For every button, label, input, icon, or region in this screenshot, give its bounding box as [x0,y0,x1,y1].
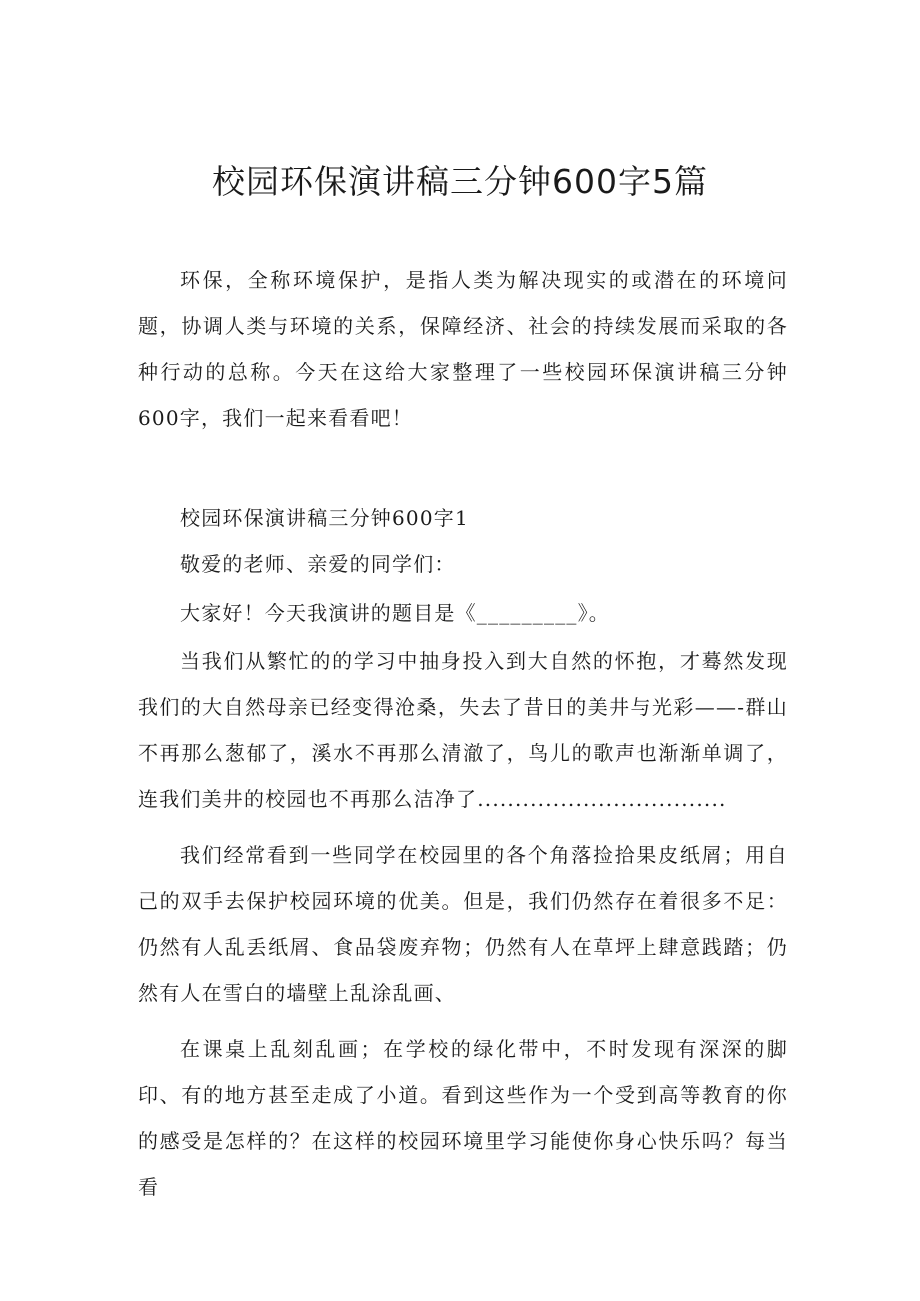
section-heading: 校园环保演讲稿三分钟600字1 [180,506,469,530]
salutation: 敬爱的老师、亲爱的同学们： [180,552,456,576]
intro-paragraph: 环保，全称环境保护，是指人类为解决现实的或潜在的环境问题，协调人类与环境的关系，保障经济、社会的持续发展而采取的各种行动的总称。今天在这给大家整理了一些校园环保演讲稿三分钟600字，我们一起来看看吧！ [138,268,788,430]
body-paragraph-3: 在课桌上乱刻乱画；在学校的绿化带中，不时发现有深深的脚印、有的地方甚至走成了小道。看到这些作为一个受到高等教育的你的感受是怎样的？在这样的校园环境里学习能使你身心快乐吗？每当看 [138,1037,788,1199]
opening-line: 大家好！今天我演讲的题目是《_________》。 [180,601,610,625]
body-paragraph-2: 我们经常看到一些同学在校园里的各个角落捡拾果皮纸屑；用自己的双手去保护校园环境的优美。但是，我们仍然存在着很多不足：仍然有人乱丢纸屑、食品袋废弃物；仍然有人在草坪上肆意践踏；仍然有人在雪白的墙壁上乱涂乱画、 [138,843,788,1005]
document-title: 校园环保演讲稿三分钟600字5篇 [212,162,708,201]
body-paragraph-1: 当我们从繁忙的的学习中抽身投入到大自然的怀抱，才蓦然发现我们的大自然母亲已经变得沧桑，失去了昔日的美井与光彩——-群山不再那么葱郁了，溪水不再那么清澈了，鸟儿的歌声也渐渐单调了，连我们美井的校园也不再那么洁净了................................. [138,649,788,811]
